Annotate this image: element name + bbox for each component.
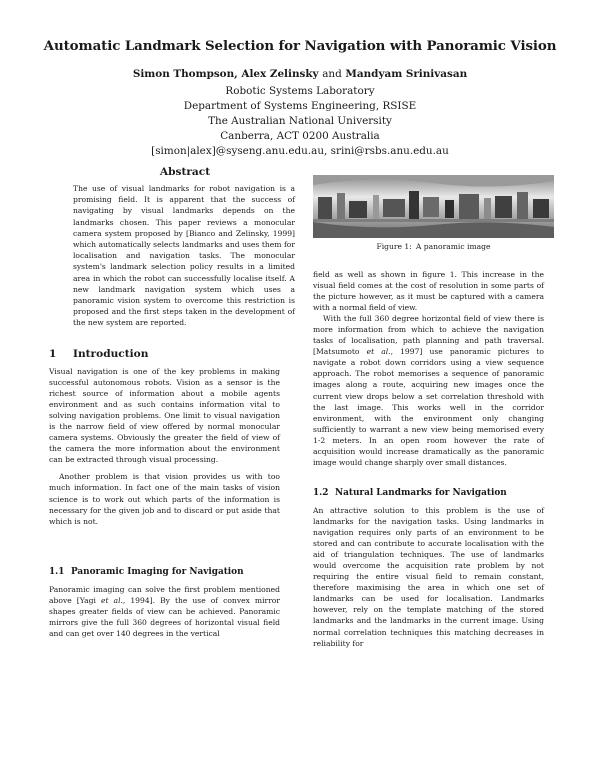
figure-1-label: Figure 1: xyxy=(376,242,412,251)
abstract-text: The use of visual landmarks for robot navigation is a promising field. It is apparent that the success of navigating by visual landmarks depends on the landmarks chosen. This paper reviews a monocular camera system proposed by [Bianco and Zelinsky, 1999] which automatically selects landmarks and uses them for localisation and navigation tasks. The monocular system's landmark selection policy results in a limited area in which the robot can successfully localise itself. A new landmark navigation system which uses a panoramic vision system to overcome this restriction is proposed and the first steps taken in the development of the new system are reported. xyxy=(73,184,295,328)
section-1-1-title: Panoramic Imaging for Navigation xyxy=(71,567,244,577)
right-p2-text-b: , 1997] use panoramic pictures to navigate a robot down corridors using a view sequence approach. The robot memorises a sequence of panoramic images along a route, acquiring new images once the current view drops below a set correlation threshold with the last image. This works well in the corridor environment, with the environment only changing sufficiently to warrant a new view being memorised every 1-2 meters. In an open room however the rate of acquisition would increase dramatically as the panoramic image would change sharply over small distances. xyxy=(313,347,544,467)
left-column-panoramic xyxy=(49,584,280,639)
figure-1-caption xyxy=(313,242,554,251)
section-1-1-heading xyxy=(49,567,244,577)
panoramic-paragraph-1 xyxy=(49,584,280,639)
section-1-title: Introduction xyxy=(73,348,149,360)
left-column-intro xyxy=(49,366,280,527)
author-2: Alex Zelinsky xyxy=(241,68,319,80)
paper-title: Automatic Landmark Selection for Navigation with Panoramic Vision xyxy=(43,38,557,54)
right-column-landmarks xyxy=(313,505,544,649)
right-paragraph-2 xyxy=(313,313,544,468)
author-line xyxy=(0,68,600,80)
section-1-heading xyxy=(49,348,148,360)
affiliation-emails: [simon|alex]@syseng.anu.edu.au, srini@rsbs.anu.edu.au xyxy=(151,145,449,157)
author-3: Mandyam Srinivasan xyxy=(345,68,468,80)
affiliation-department: Department of Systems Engineering, RSISE xyxy=(183,100,417,112)
right-p2-text-a: With the full 360 degree horizontal field of view there is more information from which to achieve the navigation tasks of localisation, path planning and path traversal. [Matsumoto xyxy=(313,314,544,357)
landmarks-paragraph-1: An attractive solution to this problem is the use of landmarks for the navigation tasks. Using landmarks in navigation requires only parts of an environment to be stored and can contribute to accurate localisation with the aid of triangulation techniques. The use of landmarks would overcome the acquisition rate problem by not requiring the entire visual field to remain constant, therefore maximising the area in which one set of landmarks can be used for localisation. Landmarks however, rely on the template matching of the stored landmarks and the landmarks in the current image. Using normal correlation techniques this matching decreases in reliability for xyxy=(313,506,544,648)
section-1-2-number: 1.2 xyxy=(313,488,329,498)
affiliation-address: Canberra, ACT 0200 Australia xyxy=(220,130,380,142)
figure-1-caption-text: A panoramic image xyxy=(415,242,491,251)
right-column-top xyxy=(313,269,544,468)
affiliation-block xyxy=(0,84,600,159)
panoramic-etal: et al. xyxy=(100,596,123,606)
section-1-2-title: Natural Landmarks for Navigation xyxy=(335,488,507,498)
section-1-number: 1 xyxy=(49,348,57,360)
affiliation-university: The Australian National University xyxy=(208,115,392,127)
section-1-2-heading xyxy=(313,488,507,498)
intro-paragraph-2: Another problem is that vision provides us with too much information. In fact one of the main tasks of vision science is to work out which parts of the information is necessary for the given job and to discard or put aside that which is not. xyxy=(49,472,280,526)
right-p2-etal: et al. xyxy=(366,347,391,357)
panoramic-image-figure xyxy=(313,175,554,238)
panoramic-text-b: , 1994]. By the use of convex mirror shapes greater fields of view can be achieved. Panoramic mirrors give the full 360 degrees of horizontal visual field and can get over 140 degrees in the vertical xyxy=(49,596,280,639)
intro-paragraph-1: Visual navigation is one of the key problems in making successful autonomous robots. Vision as a sensor is the richest source of information about a mobile agents environment and as such contains information vital to solving navigation problems. One limit to visual navigation is the narrow field of view offered by normal monocular camera systems. Obviously the greater the field of view of the camera the more information about the environment can be extracted through visual processing. xyxy=(49,367,280,465)
panoramic-text-a: Panoramic imaging can solve the first problem mentioned above [Yagi xyxy=(49,585,280,606)
abstract-heading: Abstract xyxy=(159,166,211,178)
author-conjunction: and xyxy=(322,68,342,80)
author-1: Simon Thompson, xyxy=(132,68,238,80)
section-1-1-number: 1.1 xyxy=(49,567,65,577)
right-paragraph-1: field as well as shown in figure 1. This increase in the visual field comes at the cost of resolution in some parts of the picture however, as it must be captured with a camera with a normal field of view. xyxy=(313,270,544,313)
affiliation-lab: Robotic Systems Laboratory xyxy=(225,85,375,97)
